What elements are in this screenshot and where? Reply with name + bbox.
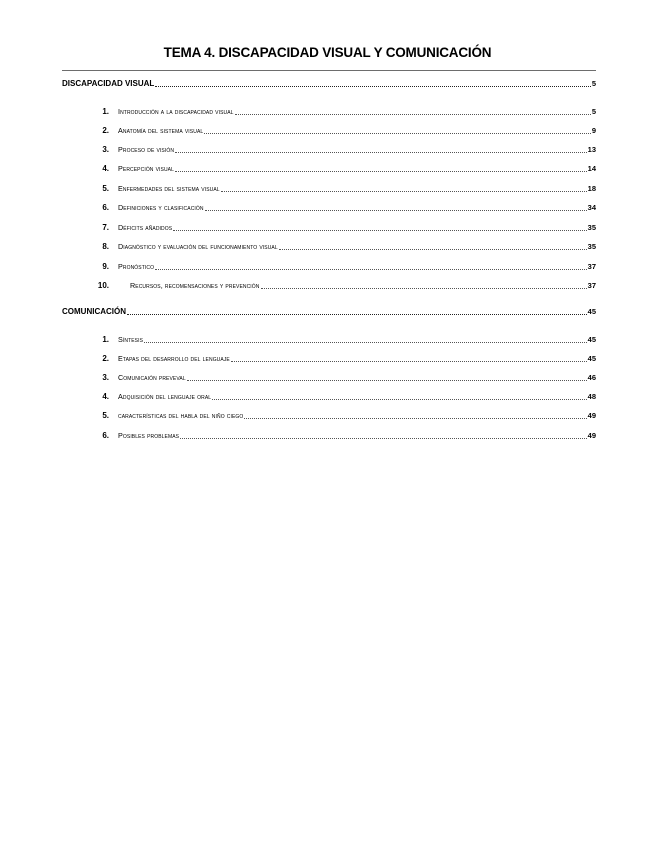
toc-leader-dots xyxy=(187,372,587,381)
toc-item-number: 1. xyxy=(102,107,109,116)
toc-item-sintesis[interactable] xyxy=(62,334,596,344)
toc-page-number: 35 xyxy=(587,242,596,251)
toc-leader-dots xyxy=(231,353,587,362)
toc-leader-dots xyxy=(175,144,587,153)
toc-page-number: 46 xyxy=(587,373,596,382)
toc-section-discapacidad-visual[interactable] xyxy=(62,78,596,88)
toc-item-label: Comunicaión preveval xyxy=(118,373,186,382)
toc-item-label: Adquisición del lenguaje oral xyxy=(118,392,212,401)
toc-item-number: 3. xyxy=(102,373,109,382)
toc-page-number: 37 xyxy=(587,281,596,290)
toc-item-enfermedades[interactable] xyxy=(62,183,596,193)
toc-item-number: 5. xyxy=(102,411,109,420)
toc-page-number: 37 xyxy=(587,262,596,271)
toc-item-label: Definiciones y clasificación xyxy=(118,203,204,212)
toc-item-posibles-problemas[interactable] xyxy=(62,430,596,440)
toc-item-number: 2. xyxy=(102,354,109,363)
toc-item-number: 1. xyxy=(102,335,109,344)
toc-leader-dots xyxy=(173,222,586,231)
toc-leader-dots xyxy=(235,106,591,115)
toc-item-number: 4. xyxy=(102,164,109,173)
toc-page-number: 45 xyxy=(587,354,596,363)
toc-item-number: 6. xyxy=(102,203,109,212)
toc-item-comunicacion-preverbal[interactable] xyxy=(62,372,596,382)
toc-item-deficits[interactable] xyxy=(62,222,596,232)
toc-item-label: Pronóstico xyxy=(118,262,155,271)
toc-item-number: 7. xyxy=(102,223,109,232)
toc-leader-dots xyxy=(279,241,587,250)
toc-page-number: 5 xyxy=(591,79,596,88)
toc-page-number: 34 xyxy=(587,203,596,212)
toc-item-label: Etapas del desarrollo del lenguaje xyxy=(118,354,230,363)
toc-item-label: Síntesis xyxy=(118,335,144,344)
toc-item-label: Déficits añadidos xyxy=(118,223,173,232)
toc-item-introduccion[interactable] xyxy=(62,106,596,116)
toc-item-label: características del habla del niño ciego xyxy=(118,411,244,420)
toc-item-adquisicion[interactable] xyxy=(62,391,596,401)
toc-leader-dots xyxy=(221,183,587,192)
toc-item-recursos[interactable] xyxy=(62,280,596,290)
toc-item-label: Diagnóstico y evaluación del funcionamiento visual xyxy=(118,242,278,251)
toc-page-number: 5 xyxy=(591,107,596,116)
toc-page-number: 9 xyxy=(591,126,596,135)
toc-item-anatomia[interactable] xyxy=(62,125,596,135)
toc-section-label: DISCAPACIDAD VISUAL xyxy=(62,79,155,88)
toc-page-number: 13 xyxy=(587,145,596,154)
toc-item-proceso-vision[interactable] xyxy=(62,144,596,154)
toc-item-number: 8. xyxy=(102,242,109,251)
toc-item-label: Proceso de visión xyxy=(118,145,175,154)
toc-leader-dots xyxy=(155,261,587,270)
toc-item-label: Posibles problemas xyxy=(118,431,180,440)
toc-leader-dots xyxy=(175,163,587,172)
toc-item-number: 5. xyxy=(102,184,109,193)
toc-leader-dots xyxy=(204,125,591,134)
toc-item-number: 2. xyxy=(102,126,109,135)
toc-page-number: 48 xyxy=(587,392,596,401)
toc-item-pronostico[interactable] xyxy=(62,261,596,271)
toc-item-percepcion[interactable] xyxy=(62,163,596,173)
toc-leader-dots xyxy=(261,280,587,289)
toc-item-label: Enfermedades del sistema visual xyxy=(118,184,220,193)
toc-leader-dots xyxy=(212,391,587,400)
toc-page-number: 14 xyxy=(587,164,596,173)
toc-page-number: 49 xyxy=(587,411,596,420)
toc-section-label: COMUNICACIÓN xyxy=(62,307,126,316)
toc-item-etapas[interactable] xyxy=(62,353,596,363)
document-title: TEMA 4. DISCAPACIDAD VISUAL Y COMUNICACIÓN xyxy=(163,45,492,60)
toc-item-number: 9. xyxy=(102,262,109,271)
toc-leader-dots xyxy=(205,202,587,211)
toc-page-number: 35 xyxy=(587,223,596,232)
toc-item-label: Recursos, recomensaciones y prevención xyxy=(130,281,260,290)
toc-section-comunicacion[interactable] xyxy=(62,306,596,316)
table-of-contents xyxy=(62,0,596,848)
toc-leader-dots xyxy=(127,306,587,315)
toc-item-number: 3. xyxy=(102,145,109,154)
toc-item-caracteristicas[interactable] xyxy=(62,410,596,420)
toc-page-number: 18 xyxy=(587,184,596,193)
toc-item-label: Introducción a la discapacidad visual xyxy=(118,107,234,116)
toc-leader-dots xyxy=(244,410,586,419)
toc-item-definiciones[interactable] xyxy=(62,202,596,212)
toc-page-number: 45 xyxy=(587,335,596,344)
toc-item-diagnostico[interactable] xyxy=(62,241,596,251)
toc-page-number: 45 xyxy=(587,307,596,316)
toc-item-label: Percepción visual xyxy=(118,164,175,173)
toc-leader-dots xyxy=(144,334,587,343)
toc-leader-dots xyxy=(180,430,587,439)
toc-item-number: 4. xyxy=(102,392,109,401)
toc-leader-dots xyxy=(155,78,591,87)
toc-item-number: 10. xyxy=(97,281,109,290)
toc-page-number: 49 xyxy=(587,431,596,440)
toc-item-number: 6. xyxy=(102,431,109,440)
toc-item-label: Anatomía del sistema visual xyxy=(118,126,204,135)
